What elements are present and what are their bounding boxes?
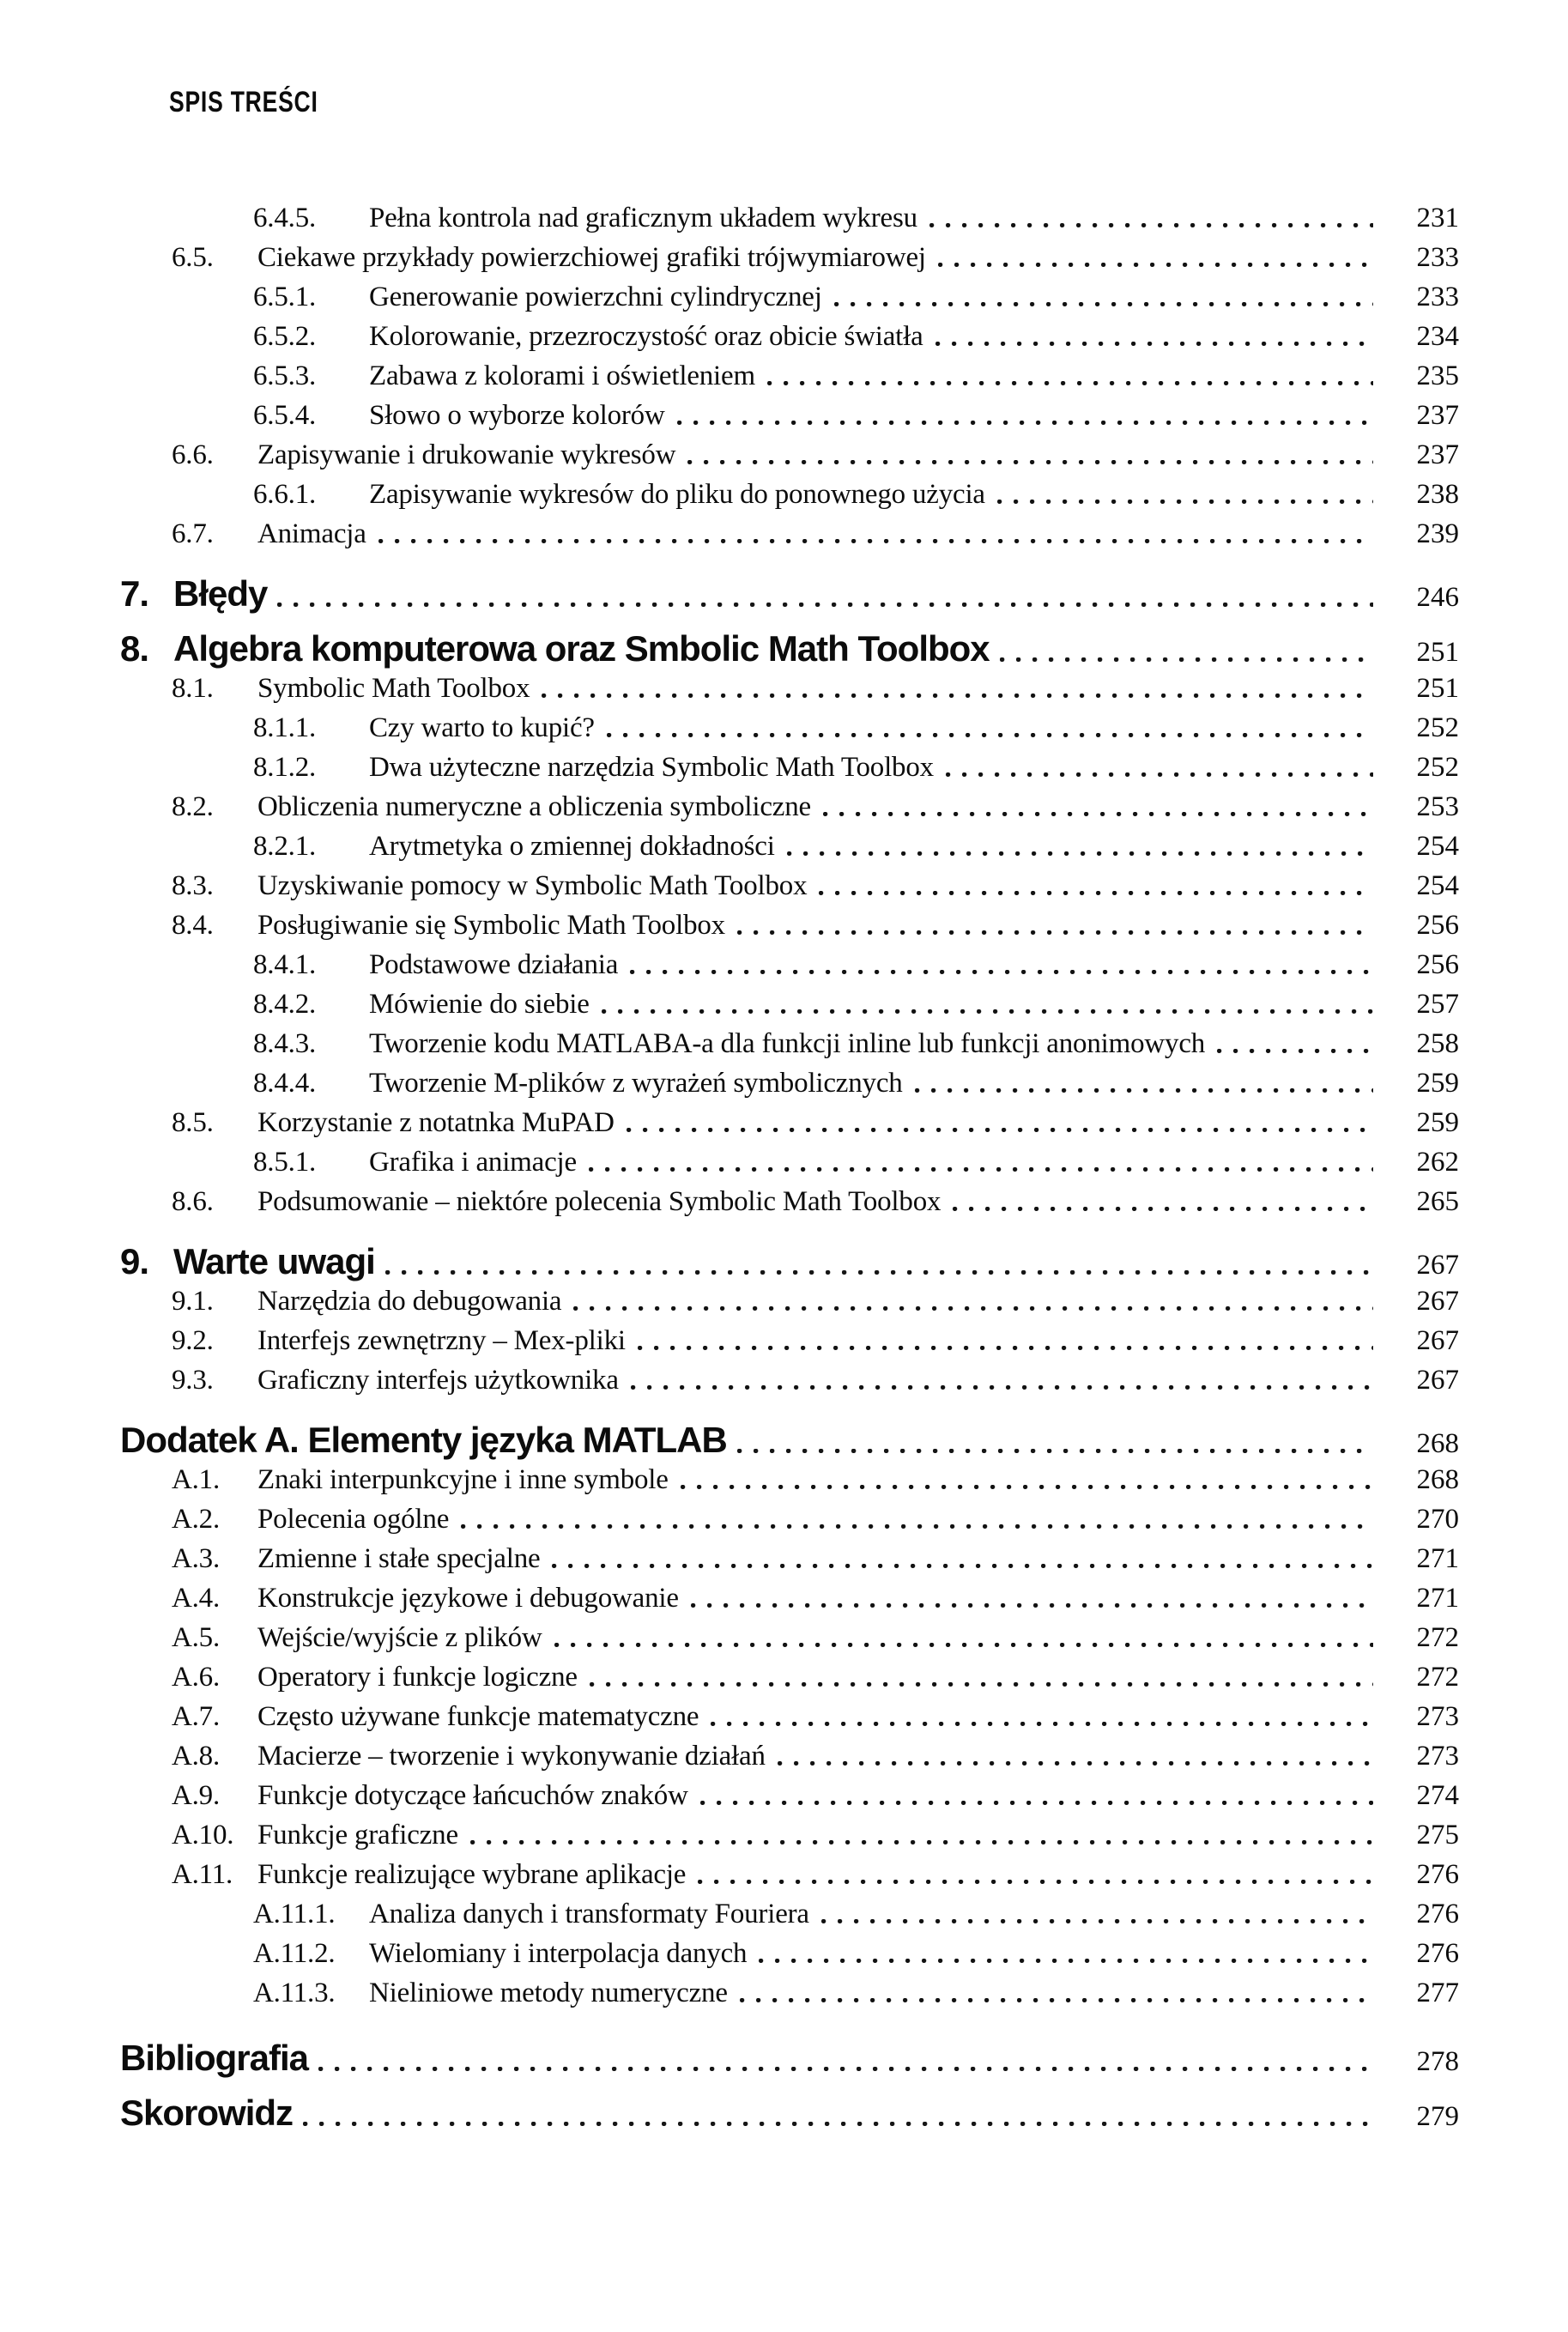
dot-leader — [552, 1564, 1373, 1568]
toc-entry-number: 6.6.1. — [253, 479, 317, 510]
toc-entry-title: Arytmetyka o zmiennej dokładności — [369, 831, 775, 862]
toc-entry-number: A.11.3. — [253, 1978, 336, 2008]
toc-row — [120, 1325, 1459, 1365]
toc-entry-number: 6.5.3. — [253, 360, 317, 391]
toc-entry-title: Kolorowanie, przezroczystość oraz obicie światła — [369, 321, 923, 352]
toc-entry-number: 9.3. — [172, 1365, 214, 1396]
toc-entry-title: Tworzenie M-plików z wyrażeń symbolicznych — [369, 1068, 903, 1099]
dot-leader — [627, 1128, 1373, 1132]
dot-leader — [589, 1167, 1373, 1172]
dot-leader — [318, 2067, 1373, 2071]
toc-entry-title: Zabawa z kolorami i oświetleniem — [369, 360, 755, 391]
toc-row — [120, 2038, 1459, 2082]
toc-entry-title: Korzystanie z notatnka MuPAD — [257, 1107, 614, 1138]
toc-entry-title: Skorowidz — [120, 2093, 294, 2133]
toc-row — [120, 831, 1459, 870]
dot-leader — [767, 381, 1373, 385]
toc-row — [120, 321, 1459, 360]
toc-entry-page-number: 235 — [1416, 360, 1459, 391]
toc-entry-title: Algebra komputerowa oraz Smbolic Math Toolbox — [173, 628, 990, 669]
dot-leader — [631, 1385, 1373, 1390]
toc-row — [120, 1186, 1459, 1226]
toc-entry-number: 6.5. — [172, 242, 214, 273]
toc-entry-page-number: 276 — [1416, 1938, 1459, 1969]
toc-entry-page-number: 257 — [1416, 989, 1459, 1020]
toc-row — [120, 712, 1459, 752]
toc-entry-page-number: 233 — [1416, 242, 1459, 273]
toc-entry-number: 8.2.1. — [253, 831, 317, 862]
toc-entry-number: 8.4.4. — [253, 1068, 317, 1099]
toc-entry-number: 8.1. — [172, 673, 214, 704]
toc-entry-title: Interfejs zewnętrzny – Mex-pliki — [257, 1325, 626, 1356]
toc-entry-title: Analiza danych i transformaty Fouriera — [369, 1899, 809, 1929]
toc-entry-number: A.11.1. — [253, 1899, 336, 1929]
dot-leader — [607, 733, 1373, 737]
toc-entry-title: Konstrukcje językowe i debugowanie — [257, 1583, 679, 1614]
toc-row — [120, 573, 1459, 618]
toc-entry-page-number: 254 — [1416, 831, 1459, 862]
toc-entry-title: Macierze – tworzenie i wykonywanie działań — [257, 1741, 766, 1772]
toc-entry-number: 6.7. — [172, 518, 214, 549]
toc-row — [120, 628, 1459, 673]
toc-entry-number: A.1. — [172, 1464, 221, 1495]
toc-row — [120, 673, 1459, 712]
toc-entry-number: 6.4.5. — [253, 203, 317, 233]
toc-entry-page-number: 271 — [1416, 1583, 1459, 1614]
toc-entry-page-number: 259 — [1416, 1107, 1459, 1138]
toc-entry-title: Tworzenie kodu MATLABA-a dla funkcji inline lub funkcji anonimowych — [369, 1028, 1206, 1059]
toc-entry-page-number: 252 — [1416, 752, 1459, 783]
toc-entry-number: 6.5.4. — [253, 400, 317, 431]
toc-entry-title: Bibliografia — [120, 2038, 309, 2078]
toc-entry-page-number: 278 — [1416, 2046, 1459, 2077]
toc-entry-number: 8.4.1. — [253, 949, 317, 980]
toc-entry-number: A.11. — [172, 1859, 233, 1890]
toc-entry-title: Nieliniowe metody numeryczne — [369, 1978, 728, 2008]
toc-entry-number: A.2. — [172, 1504, 221, 1535]
toc-entry-page-number: 252 — [1416, 712, 1459, 743]
toc-row — [120, 1978, 1459, 2017]
toc-entry-page-number: 251 — [1416, 637, 1459, 668]
toc-entry-title: Operatory i funkcje logiczne — [257, 1662, 578, 1693]
toc-entry-page-number: 273 — [1416, 1741, 1459, 1772]
dot-leader — [1217, 1049, 1373, 1053]
toc-entry-page-number: 276 — [1416, 1859, 1459, 1890]
toc-entry-page-number: 267 — [1416, 1250, 1459, 1281]
toc-entry-page-number: 277 — [1416, 1978, 1459, 2008]
toc-entry-title: Posługiwanie się Symbolic Math Toolbox — [257, 910, 725, 941]
toc-entry-title: Dwa użyteczne narzędzia Symbolic Math Toolbox — [369, 752, 934, 783]
toc-row — [120, 1107, 1459, 1147]
toc-row — [120, 439, 1459, 479]
toc-row — [120, 2093, 1459, 2137]
toc-entry-page-number: 267 — [1416, 1286, 1459, 1317]
toc-row — [120, 1241, 1459, 1286]
toc-row — [120, 1543, 1459, 1583]
dot-leader — [737, 1449, 1373, 1453]
toc-entry-page-number: 270 — [1416, 1504, 1459, 1535]
toc-entry-title: Czy warto to kupić? — [369, 712, 595, 743]
toc-row — [120, 242, 1459, 282]
toc-entry-number: 8.6. — [172, 1186, 214, 1217]
dot-leader — [740, 1998, 1373, 2002]
toc-entry-title: Animacja — [257, 518, 366, 549]
toc-entry-page-number: 267 — [1416, 1365, 1459, 1396]
toc-row — [120, 1583, 1459, 1622]
toc-entry-page-number: 237 — [1416, 400, 1459, 431]
dot-leader — [277, 603, 1373, 607]
dot-leader — [554, 1643, 1373, 1647]
dot-leader — [946, 772, 1373, 777]
toc-entry-number: A.7. — [172, 1701, 221, 1732]
toc-entry-page-number: 274 — [1416, 1780, 1459, 1811]
dot-leader — [691, 1603, 1373, 1608]
toc-row — [120, 1464, 1459, 1504]
dot-leader — [461, 1524, 1373, 1529]
toc-entry-title: Warte uwagi — [173, 1241, 375, 1281]
dot-leader — [929, 223, 1373, 227]
toc-row — [120, 1701, 1459, 1741]
toc-entry-number: 9. — [120, 1241, 149, 1281]
dot-leader — [787, 851, 1373, 856]
dot-leader — [681, 1485, 1373, 1489]
toc-entry-title: Narzędzia do debugowania — [257, 1286, 562, 1317]
toc-entry-number: A.11.2. — [253, 1938, 336, 1969]
toc-entry-title: Mówienie do siebie — [369, 989, 590, 1020]
toc-entry-page-number: 231 — [1416, 203, 1459, 233]
toc-list — [120, 203, 1459, 2137]
toc-entry-page-number: 246 — [1416, 582, 1459, 613]
dot-leader — [1000, 657, 1373, 662]
toc-entry-number: 8.1.2. — [253, 752, 317, 783]
toc-entry-page-number: 265 — [1416, 1186, 1459, 1217]
toc-entry-page-number: 273 — [1416, 1701, 1459, 1732]
dot-leader — [698, 1880, 1373, 1884]
toc-entry-page-number: 259 — [1416, 1068, 1459, 1099]
toc-entry-number: A.4. — [172, 1583, 221, 1614]
toc-entry-title: Grafika i animacje — [369, 1147, 577, 1178]
toc-entry-page-number: 272 — [1416, 1662, 1459, 1693]
toc-entry-number: 7. — [120, 573, 149, 614]
toc-entry-title: Symbolic Math Toolbox — [257, 673, 530, 704]
toc-entry-title: Wejście/wyjście z plików — [257, 1622, 542, 1653]
toc-entry-page-number: 239 — [1416, 518, 1459, 549]
dot-leader — [935, 342, 1373, 346]
toc-entry-title: Ciekawe przykłady powierzchiowej grafiki trójwymiarowej — [257, 242, 926, 273]
toc-row — [120, 1820, 1459, 1859]
toc-entry-number: 6.5.1. — [253, 282, 317, 312]
dot-leader — [759, 1959, 1373, 1963]
toc-row — [120, 752, 1459, 791]
dot-leader — [997, 500, 1373, 504]
toc-entry-title: Funkcje realizujące wybrane aplikacje — [257, 1859, 687, 1890]
toc-row — [120, 1938, 1459, 1978]
toc-entry-title: Słowo o wyborze kolorów — [369, 400, 665, 431]
toc-row — [120, 989, 1459, 1028]
toc-entry-title: Zapisywanie wykresów do pliku do ponownego użycia — [369, 479, 985, 510]
toc-entry-title: Błędy — [173, 573, 268, 614]
toc-entry-page-number: 251 — [1416, 673, 1459, 704]
toc-entry-title: Uzyskiwanie pomocy w Symbolic Math Toolbox — [257, 870, 808, 901]
toc-entry-number: 8.4.2. — [253, 989, 317, 1020]
toc-entry-page-number: 234 — [1416, 321, 1459, 352]
toc-row — [120, 203, 1459, 242]
toc-row — [120, 1365, 1459, 1404]
toc-entry-title: Graficzny interfejs użytkownika — [257, 1365, 619, 1396]
toc-entry-number: 8.5.1. — [253, 1147, 317, 1178]
toc-entry-page-number: 272 — [1416, 1622, 1459, 1653]
toc-row — [120, 1504, 1459, 1543]
toc-row — [120, 360, 1459, 400]
toc-entry-title: Podsumowanie – niektóre polecenia Symbolic Math Toolbox — [257, 1186, 941, 1217]
toc-entry-page-number: 276 — [1416, 1899, 1459, 1929]
toc-entry-number: A.9. — [172, 1780, 221, 1811]
dot-leader — [938, 263, 1373, 267]
dot-leader — [915, 1088, 1373, 1093]
toc-row — [120, 910, 1459, 949]
toc-row — [120, 400, 1459, 439]
toc-entry-page-number: 268 — [1416, 1464, 1459, 1495]
dot-leader — [687, 460, 1373, 464]
toc-entry-page-number: 238 — [1416, 479, 1459, 510]
toc-row — [120, 1780, 1459, 1820]
page-header-spis-tresci: SPIS TREŚCI — [169, 86, 318, 118]
toc-entry-page-number: 254 — [1416, 870, 1459, 901]
toc-entry-number: 9.2. — [172, 1325, 214, 1356]
toc-entry-title: Zmienne i stałe specjalne — [257, 1543, 541, 1574]
toc-entry-page-number: 262 — [1416, 1147, 1459, 1178]
toc-row — [120, 791, 1459, 831]
toc-row — [120, 479, 1459, 518]
dot-leader — [953, 1207, 1373, 1211]
toc-row — [120, 1147, 1459, 1186]
dot-leader — [638, 1346, 1373, 1350]
toc-entry-title: Obliczenia numeryczne a obliczenia symboliczne — [257, 791, 811, 822]
dot-leader — [470, 1840, 1373, 1844]
toc-entry-title: Wielomiany i interpolacja danych — [369, 1938, 748, 1969]
toc-row — [120, 518, 1459, 558]
dot-leader — [385, 1270, 1373, 1275]
toc-entry-page-number: 275 — [1416, 1820, 1459, 1850]
toc-entry-title: Pełna kontrola nad graficznym układem wykresu — [369, 203, 917, 233]
dot-leader — [573, 1306, 1373, 1311]
toc-row — [120, 949, 1459, 989]
toc-entry-number: 8.4. — [172, 910, 214, 941]
toc-entry-number: A.8. — [172, 1741, 221, 1772]
toc-entry-number: 8.4.3. — [253, 1028, 317, 1059]
toc-entry-page-number: 256 — [1416, 910, 1459, 941]
dot-leader — [677, 421, 1373, 425]
toc-row — [120, 1741, 1459, 1780]
toc-entry-number: A.5. — [172, 1622, 221, 1653]
toc-entry-page-number: 267 — [1416, 1325, 1459, 1356]
toc-entry-title: Polecenia ogólne — [257, 1504, 450, 1535]
toc-entry-title: Generowanie powierzchni cylindrycznej — [369, 282, 822, 312]
toc-entry-number: 8.5. — [172, 1107, 214, 1138]
toc-entry-title: Podstawowe działania — [369, 949, 619, 980]
toc-row — [120, 1662, 1459, 1701]
toc-entry-title: Dodatek A. Elementy języka MATLAB — [120, 1420, 727, 1460]
dot-leader — [590, 1682, 1373, 1687]
toc-row — [120, 1286, 1459, 1325]
toc-entry-page-number: 279 — [1416, 2101, 1459, 2132]
toc-row — [120, 1068, 1459, 1107]
toc-entry-title: Często używane funkcje matematyczne — [257, 1701, 699, 1732]
toc-entry-page-number: 271 — [1416, 1543, 1459, 1574]
toc-entry-page-number: 256 — [1416, 949, 1459, 980]
toc-entry-number: 6.5.2. — [253, 321, 317, 352]
dot-leader — [303, 2122, 1373, 2126]
toc-entry-page-number: 253 — [1416, 791, 1459, 822]
dot-leader — [834, 302, 1373, 306]
toc-entry-number: A.10. — [172, 1820, 234, 1850]
toc-entry-number: 8.1.1. — [253, 712, 317, 743]
dot-leader — [737, 930, 1373, 935]
dot-leader — [378, 539, 1373, 543]
toc-entry-number: 9.1. — [172, 1286, 214, 1317]
toc-row — [120, 870, 1459, 910]
dot-leader — [711, 1722, 1373, 1726]
dot-leader — [819, 891, 1373, 895]
toc-entry-page-number: 258 — [1416, 1028, 1459, 1059]
toc-entry-number: A.3. — [172, 1543, 221, 1574]
toc-entry-page-number: 233 — [1416, 282, 1459, 312]
toc-entry-title: Znaki interpunkcyjne i inne symbole — [257, 1464, 669, 1495]
toc-row — [120, 1028, 1459, 1068]
toc-entry-number: 6.6. — [172, 439, 214, 470]
dot-leader — [630, 970, 1373, 974]
toc-row — [120, 1899, 1459, 1938]
toc-entry-page-number: 268 — [1416, 1428, 1459, 1459]
toc-entry-number: 8. — [120, 628, 149, 669]
dot-leader — [821, 1919, 1373, 1923]
dot-leader — [823, 812, 1373, 816]
toc-entry-title: Funkcje graficzne — [257, 1820, 458, 1850]
dot-leader — [700, 1801, 1373, 1805]
toc-row — [120, 1420, 1459, 1464]
toc-entry-number: 8.3. — [172, 870, 214, 901]
toc-entry-title: Zapisywanie i drukowanie wykresów — [257, 439, 676, 470]
toc-entry-number: A.6. — [172, 1662, 221, 1693]
toc-entry-number: 8.2. — [172, 791, 214, 822]
toc-entry-title: Funkcje dotyczące łańcuchów znaków — [257, 1780, 688, 1811]
dot-leader — [602, 1009, 1373, 1014]
dot-leader — [542, 694, 1373, 698]
toc-row — [120, 1859, 1459, 1899]
toc-row — [120, 1622, 1459, 1662]
toc-row — [120, 282, 1459, 321]
dot-leader — [778, 1761, 1373, 1766]
toc-entry-page-number: 237 — [1416, 439, 1459, 470]
